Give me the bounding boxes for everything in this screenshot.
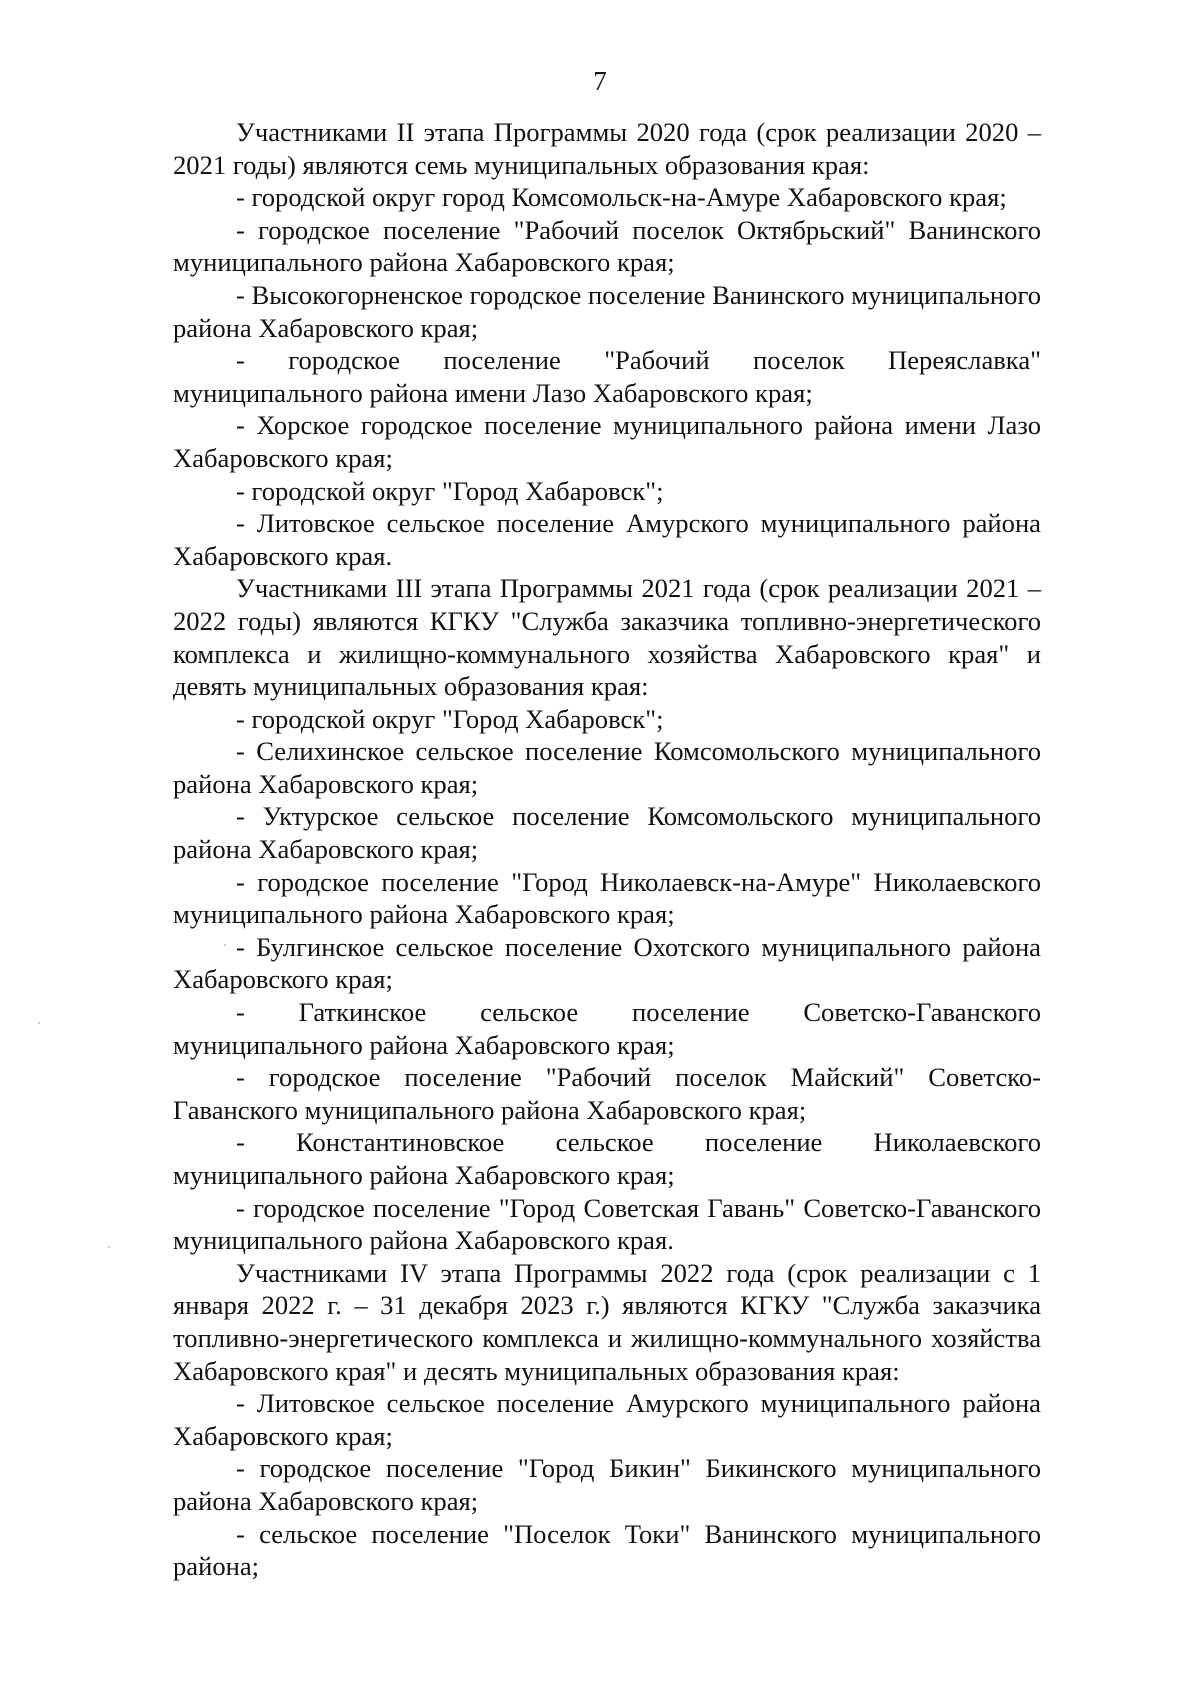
scan-speck <box>38 1022 40 1024</box>
list-item: - Литовское сельское поселение Амурского муниципального района Хабаровского края. <box>173 508 1041 571</box>
scan-speck <box>224 944 226 946</box>
list-item: - Константиновское сельское поселение Николаевского муниципального района Хабаровского края; <box>173 1127 1041 1190</box>
list-item: - сельское поселение "Поселок Токи" Ванинского муниципального района; <box>173 1518 1041 1582</box>
list-item: - Гаткинское сельское поселение Советско-Гаванского муниципального района Хабаровского края; <box>173 997 1041 1060</box>
list-item: - городской округ город Комсомольск-на-Амуре Хабаровского края; <box>236 182 1007 213</box>
list-item: - Уктурское сельское поселение Комсомольского муниципального района Хабаровского края; <box>173 801 1041 865</box>
scan-speck <box>108 1246 110 1248</box>
list-item: - городской округ "Город Хабаровск"; <box>236 703 664 734</box>
list-item: - городское поселение "Рабочий поселок Переяславка" муниципального района имени Лазо Хабаровского края; <box>173 345 1041 408</box>
list-item: - Булгинское сельское поселение Охотского муниципального района Хабаровского края; <box>173 931 1041 995</box>
list-item: - Хорское городское поселение муниципального района имени Лазо Хабаровского края; <box>173 410 1041 473</box>
document-body <box>173 116 1041 1583</box>
paragraph-stage-3-intro: Участниками III этапа Программы 2021 года (срок реализации 2021 – 2022 годы) являются КГКУ "Служба заказчика топливно-энергетического комплекса и жилищно-коммунального хозяйства Хабаровского края" и девять муниципальных образования края: <box>173 573 1041 702</box>
list-item: - городское поселение "Город Николаевск-на-Амуре" Николаевского муниципального района Хабаровского края; <box>173 866 1041 930</box>
paragraph-stage-4-intro: Участниками IV этапа Программы 2022 года (срок реализации с 1 января 2022 г. – 31 декабря 2023 г.) являются КГКУ "Служба заказчика топливно-энергетического комплекса и жилищно-коммунального хозяйства Хабаровского края" и десять муниципальных образования края: <box>173 1257 1041 1386</box>
list-item: - городское поселение "Рабочий поселок Майский" Советско-Гаванского муниципального района Хабаровского края; <box>173 1062 1041 1125</box>
list-item: - Высокогорненское городское поселение Ванинского муниципального района Хабаровского края; <box>173 279 1041 343</box>
list-item: - городское поселение "Рабочий поселок Октябрьский" Ванинского муниципального района Хабаровского края; <box>173 214 1041 278</box>
list-item: - Литовское сельское поселение Амурского муниципального района Хабаровского края; <box>173 1388 1041 1451</box>
page-number: 7 <box>593 66 607 96</box>
list-item: - городской округ "Город Хабаровск"; <box>236 475 664 506</box>
list-item: - Селихинское сельское поселение Комсомольского муниципального района Хабаровского края; <box>173 736 1041 799</box>
list-item: - городское поселение "Город Бикин" Бикинского муниципального района Хабаровского края; <box>173 1453 1041 1516</box>
list-item: - городское поселение "Город Советская Гавань" Советско-Гаванского муниципального района Хабаровского края. <box>173 1192 1041 1256</box>
paragraph-stage-2-intro: Участниками II этапа Программы 2020 года (срок реализации 2020 – 2021 годы) являются семь муниципальных образования края: <box>173 117 1041 180</box>
